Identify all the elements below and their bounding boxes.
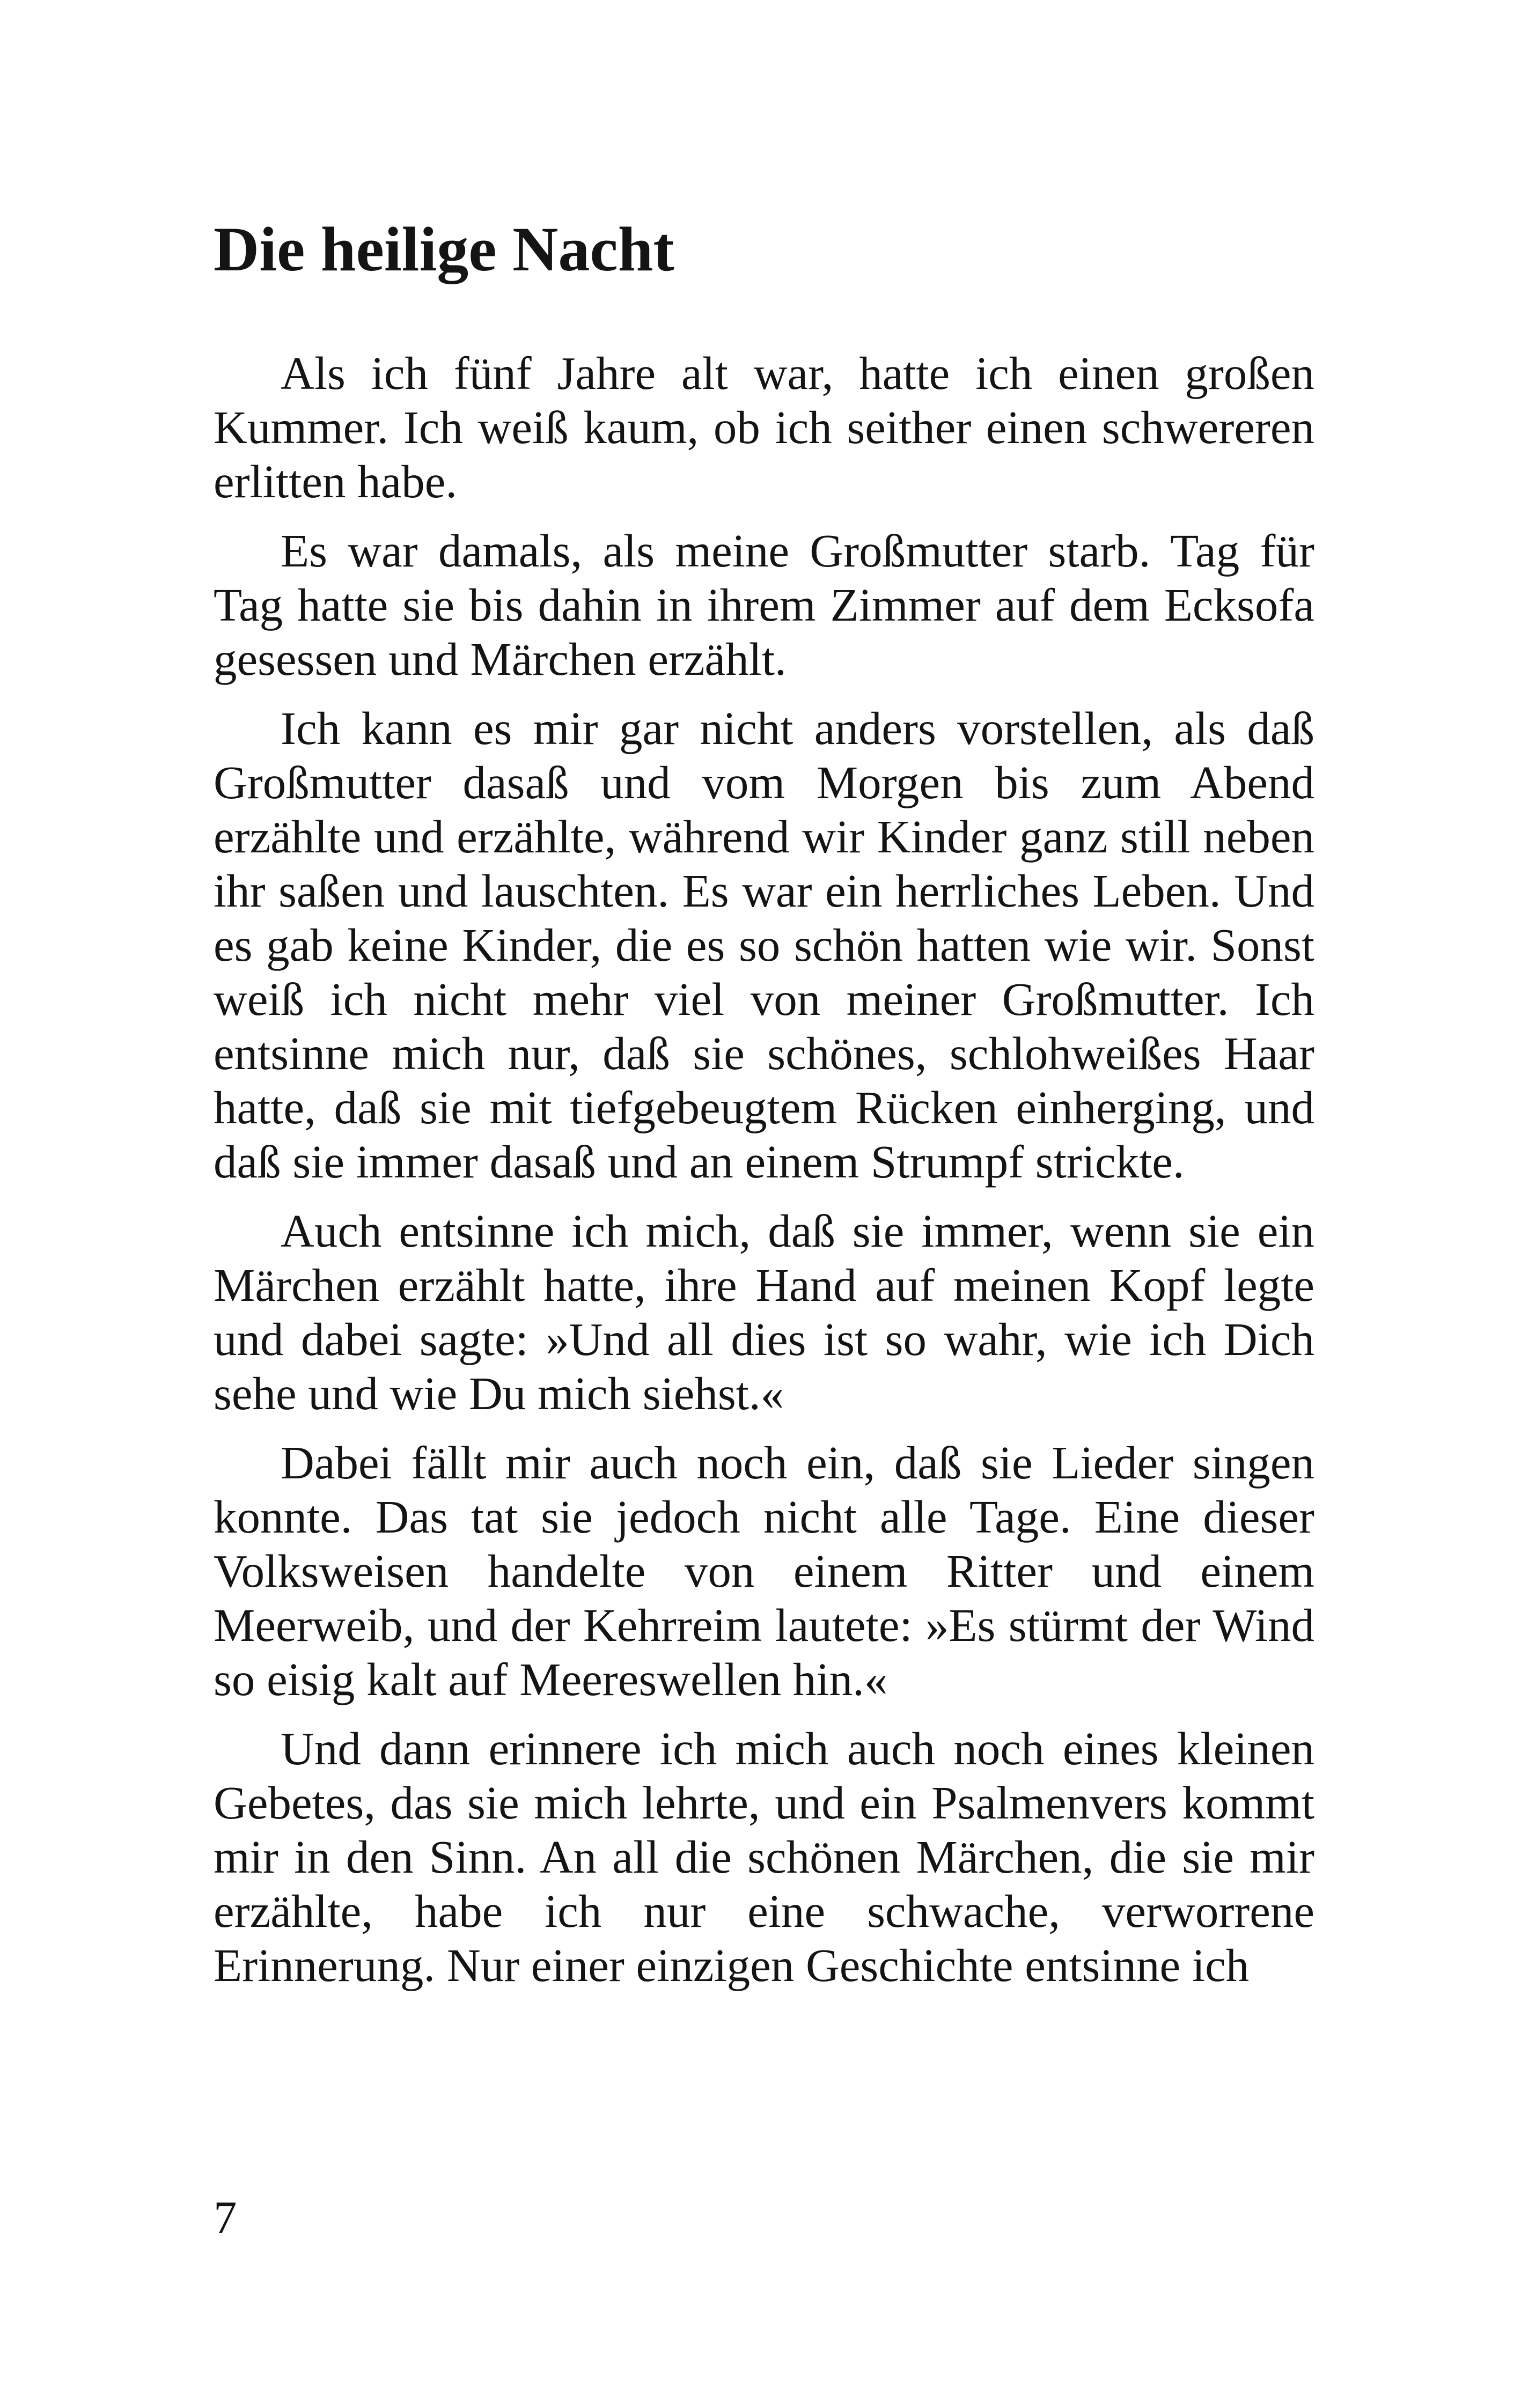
paragraph-1: Als ich fünf Jahre alt war, hatte ich einen großen Kummer. Ich weiß kaum, ob ich seither einen schwereren erlitten habe. bbox=[214, 347, 1314, 507]
page-number: 7 bbox=[214, 2191, 237, 2243]
body-text bbox=[214, 346, 1314, 2007]
paragraph-5: Dabei fällt mir auch noch ein, daß sie Lieder singen konnte. Das tat sie jedoch nicht alle Tage. Eine dieser Volksweisen handelte von einem Ritter und einem Meerweib, und der Kehrreim lautete: »Es stürmt der Wind so eisig kalt auf Meereswellen hin.« bbox=[214, 1437, 1314, 1705]
paragraph-4: Auch entsinne ich mich, daß sie immer, wenn sie ein Märchen erzählt hatte, ihre Hand auf meinen Kopf legte und dabei sagte: »Und all dies ist so wahr, wie ich Dich sehe und wie Du mich siehst.« bbox=[214, 1205, 1314, 1419]
paragraph-3: Ich kann es mir gar nicht anders vorstellen, als daß Großmutter dasaß und vom Morgen bis zum Abend erzählte und erzählte, während wir Kinder ganz still neben ihr saßen und lauschten. Es war ein herrliches Leben. Und es gab keine Kinder, die es so schön hatten wie wir. Sonst weiß ich nicht mehr viel von meiner Großmutter. Ich entsinne mich nur, daß sie schönes, schlohweißes Haar hatte, daß sie mit tiefgebeugtem Rücken einherging, und daß sie immer dasaß und an einem Strumpf strickte. bbox=[214, 702, 1314, 1188]
chapter-title: Die heilige Nacht bbox=[214, 214, 674, 284]
paragraph-6: Und dann erinnere ich mich auch noch eines kleinen Gebetes, das sie mich lehrte, und ein Psalmenvers kommt mir in den Sinn. An all die schönen Märchen, die sie mir erzählte, habe ich nur eine schwache, verworrene Erinnerung. Nur einer einzigen Geschichte entsinne ich bbox=[214, 1722, 1314, 1991]
paragraph-2: Es war damals, als meine Großmutter starb. Tag für Tag hatte sie bis dahin in ihrem Zimmer auf dem Ecksofa gesessen und Märchen erzählt. bbox=[214, 525, 1314, 685]
